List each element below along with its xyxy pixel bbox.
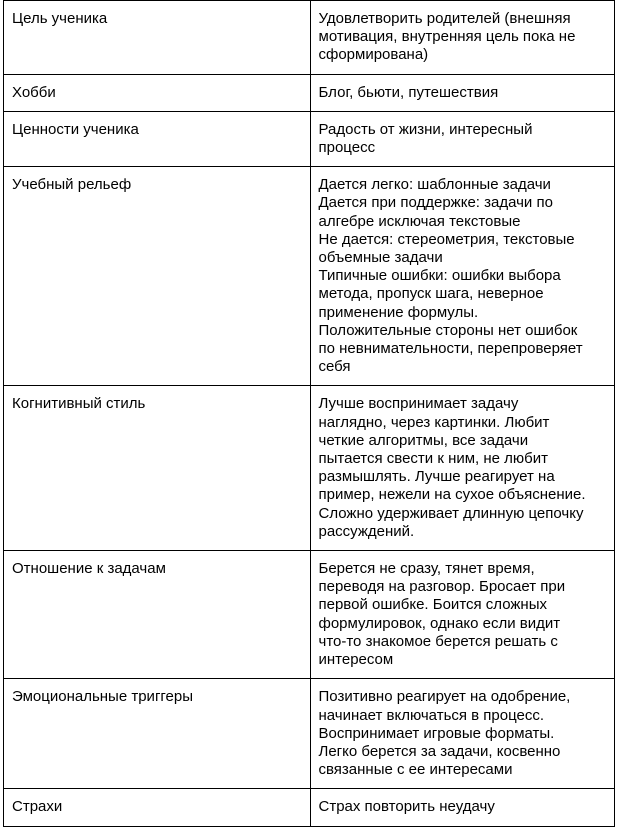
table-row-fears bbox=[4, 789, 615, 826]
row-value-line: Воспринимает игровые форматы. bbox=[318, 724, 555, 742]
row-label-values: Ценности ученика bbox=[4, 111, 311, 166]
row-value-line: формулировок, однако если видит bbox=[318, 614, 561, 632]
row-value-line: объемные задачи bbox=[318, 249, 443, 267]
row-value-line: начинает включаться в процесс. bbox=[318, 706, 545, 724]
row-value-line: Радость от жизни, интересный bbox=[318, 120, 533, 138]
row-value-line: Берется не сразу, тянет время, bbox=[318, 560, 535, 578]
row-label-fears: Страхи bbox=[4, 789, 311, 826]
row-value-line: Легко берется за задачи, косвенно bbox=[318, 742, 561, 760]
row-label-triggers: Эмоциональные триггеры bbox=[4, 679, 311, 789]
row-value-line: что-то знакомое берется решать с bbox=[318, 632, 558, 650]
row-value-hobby bbox=[310, 74, 615, 111]
row-value-values bbox=[310, 111, 615, 166]
student-profile-table bbox=[3, 0, 615, 827]
row-value-triggers bbox=[310, 679, 615, 789]
row-value-line: Позитивно реагирует на одобрение, bbox=[318, 688, 571, 706]
row-value-line: интересом bbox=[318, 651, 394, 669]
row-value-line: метода, пропуск шага, неверное bbox=[318, 285, 544, 303]
table-row-hobby bbox=[4, 74, 615, 111]
row-value-line: Страх повторить неудачу bbox=[318, 798, 495, 816]
row-value-line: мотивация, внутренняя цель пока не bbox=[318, 28, 576, 46]
row-label-attitude: Отношение к задачам bbox=[4, 551, 311, 679]
row-value-line: Лучше воспринимает задачу bbox=[318, 395, 519, 413]
row-value-line: Блог, бьюти, путешествия bbox=[318, 83, 499, 101]
row-value-line: пытается свести к ним, не любит bbox=[318, 450, 549, 468]
row-value-line: связанные с ее интересами bbox=[318, 761, 513, 779]
row-value-line: наглядно, через картинки. Любит bbox=[318, 413, 550, 431]
row-label-hobby: Хобби bbox=[4, 74, 311, 111]
row-value-line: себя bbox=[318, 358, 351, 376]
row-value-line: четкие алгоритмы, все задачи bbox=[318, 431, 529, 449]
table-row-goal bbox=[4, 1, 615, 75]
row-value-line: Типичные ошибки: ошибки выбора bbox=[318, 267, 561, 285]
table-row-triggers bbox=[4, 679, 615, 789]
row-value-line: первой ошибке. Боится сложных bbox=[318, 596, 548, 614]
row-value-line: сформирована) bbox=[318, 46, 429, 64]
row-value-line: размышлять. Лучше реагирует на bbox=[318, 468, 555, 486]
row-value-cognitive-style bbox=[310, 386, 615, 551]
row-label-cognitive-style: Когнитивный стиль bbox=[4, 386, 311, 551]
row-value-line: применение формулы. bbox=[318, 303, 479, 321]
row-value-learning-profile bbox=[310, 167, 615, 386]
row-label-goal: Цель ученика bbox=[4, 1, 311, 75]
row-value-fears bbox=[310, 789, 615, 826]
row-value-line: Не дается: стереометрия, текстовые bbox=[318, 230, 575, 248]
row-value-line: Удовлетворить родителей (внешняя bbox=[318, 10, 571, 27]
table-row-values bbox=[4, 111, 615, 166]
row-value-line: Сложно удерживает длинную цепочку bbox=[318, 504, 584, 522]
row-value-line: переводя на разговор. Бросает при bbox=[318, 578, 566, 596]
row-value-goal bbox=[310, 1, 615, 75]
table-row-cognitive-style bbox=[4, 386, 615, 551]
row-value-line: Дается легко: шаблонные задачи bbox=[318, 176, 551, 194]
row-value-line: алгебре исключая текстовые bbox=[318, 212, 521, 230]
table-row-attitude bbox=[4, 551, 615, 679]
row-value-line: Положительные стороны нет ошибок bbox=[318, 321, 578, 339]
row-label-learning-profile: Учебный рельеф bbox=[4, 167, 311, 386]
row-value-line: Дается при поддержке: задачи по bbox=[318, 194, 553, 212]
table-row-learning-profile bbox=[4, 167, 615, 386]
row-value-attitude bbox=[310, 551, 615, 679]
row-value-line: рассуждений. bbox=[318, 522, 415, 540]
row-value-line: по невнимательности, перепроверяет bbox=[318, 340, 583, 358]
row-value-line: процесс bbox=[318, 139, 376, 157]
row-value-line: пример, нежели на сухое объяснение. bbox=[318, 486, 586, 504]
